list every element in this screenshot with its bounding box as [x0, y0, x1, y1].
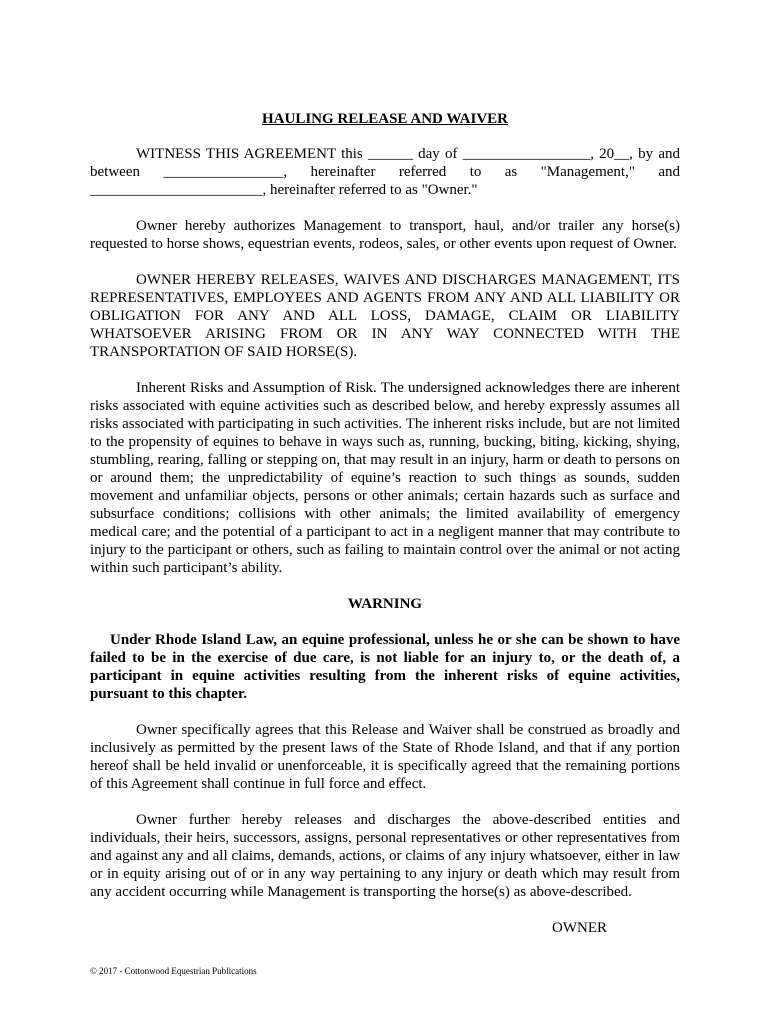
owner-signature-label: OWNER [552, 920, 607, 936]
warning-heading: WARNING [347, 596, 423, 612]
warning-paragraph: Under Rhode Island Law, an equine professional, unless he or she can be shown to have failed to be in the exercise of due care, is not liable for an injury to, or the death of, a participant in equine activities resulting from the inherent risks of equine activities, pursuant to this chapter. [90, 632, 680, 702]
witness-line: WITNESS THIS AGREEMENT this ______ day of _________________, 20__, by and [136, 146, 680, 162]
inherent-risks-paragraph: Inherent Risks and Assumption of Risk. The undersigned acknowledges there are inherent risks associated with equine activities such as described below, and hereby expressly assumes all risks associated with participating in such activities. The inherent risks include, but are not limited to the propensity of equines to behave in ways such as, running, bucking, biting, kicking, shying, stumbling, rearing, falling or stepping on, that may result in an injury, harm or death to persons on or around them; the unpredictability of equine’s reaction to such things as sounds, sudden movement and unfamiliar objects, persons or other animals; certain hazards such as surface and subsurface conditions; collisions with other animals; the limited availability of emergency medical care; and the potential of a participant to act in a negligent manner that may contribute to injury to the participant or others, such as failing to maintain control over the animal or not acting within such participant’s ability. [90, 380, 680, 576]
release-paragraph: OWNER HEREBY RELEASES, WAIVES AND DISCHARGES MANAGEMENT, ITS REPRESENTATIVES, EMPLOYEES AND AGENTS FROM ANY AND ALL LIABILITY OR OBLIGATION FOR ANY AND ALL LOSS, DAMAGE, CLAIM OR LIABILITY WHATSOEVER ARISING FROM OR IN ANY WAY CONNECTED WITH THE TRANSPORTATION OF SAID HORSE(S). [90, 272, 680, 360]
authorization-paragraph: Owner hereby authorizes Management to transport, haul, and/or trailer any horse(s) requested to horse shows, equestrian events, rodeos, sales, or other events upon request of Owner. [90, 218, 680, 252]
document-page [90, 110, 680, 937]
owner-line: _______________________, hereinafter referred to as "Owner." [90, 182, 478, 198]
between-line: between ________________, hereinafter referred to as "Management," and [90, 164, 680, 180]
footer-copyright: © 2017 - Cottonwood Equestrian Publications [90, 966, 257, 976]
document-title: HAULING RELEASE AND WAIVER [261, 111, 509, 127]
further-release-paragraph: Owner further hereby releases and discharges the above-described entities and individuals, their heirs, successors, assigns, personal representatives or other representatives from and against any and all claims, demands, actions, or claims of any injury whatsoever, either in law or in equity arising out of or in any way pertaining to any injury or death which may result from any accident occurring while Management is transporting the horse(s) as above-described. [90, 812, 680, 900]
construed-paragraph: Owner specifically agrees that this Release and Waiver shall be construed as broadly and inclusively as permitted by the present laws of the State of Rhode Island, and that if any portion hereof shall be held invalid or unenforceable, it is specifically agreed that the remaining portions of this Agreement shall continue in full force and effect. [90, 722, 680, 792]
